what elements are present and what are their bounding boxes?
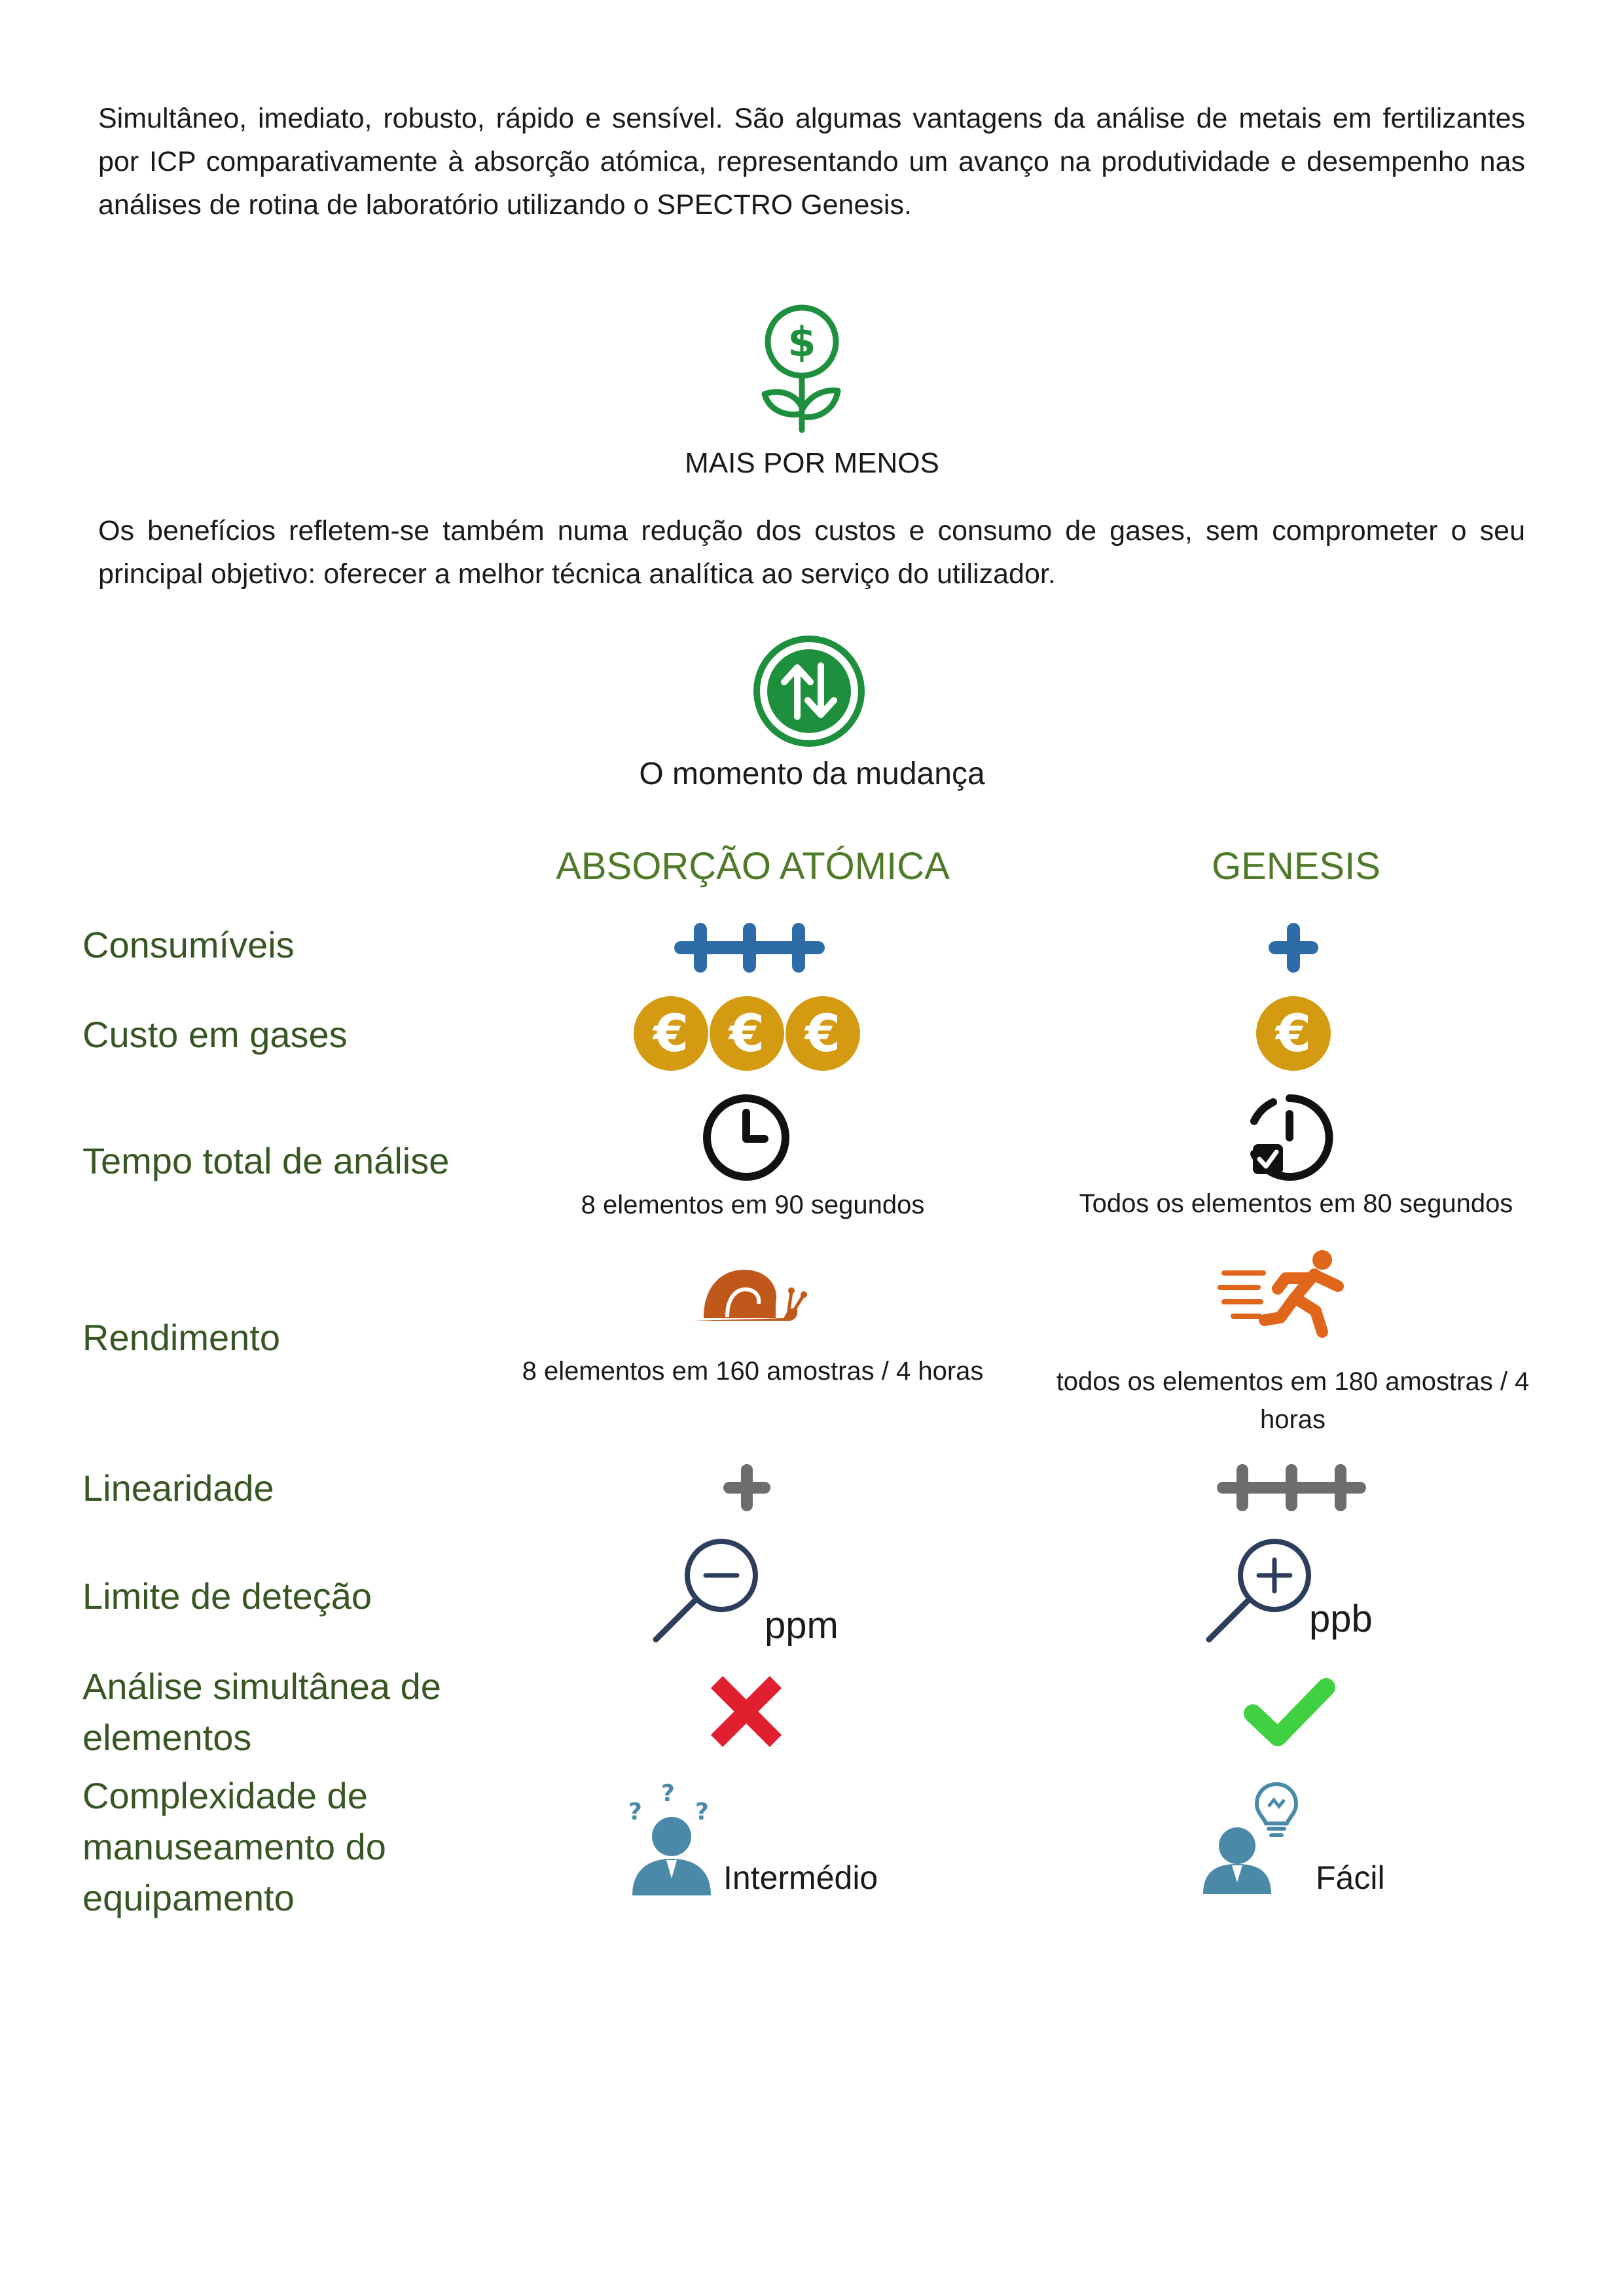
svg-text:€: €	[804, 1005, 841, 1064]
genesis-custo-euro-icon	[1255, 995, 1332, 1072]
aa-snail-icon	[691, 1258, 808, 1330]
svg-text:$: $	[787, 318, 816, 366]
aa-complexidade-level: Intermédio	[723, 1859, 878, 1896]
svg-text:?: ?	[661, 1780, 675, 1807]
aa-rendimento-caption: 8 elementos em 160 amostras / 4 horas	[522, 1357, 984, 1386]
row-label-tempo: Tempo total de análise	[82, 1140, 450, 1181]
column-heading-genesis: GENESIS	[1212, 845, 1380, 888]
genesis-runner-icon	[1218, 1247, 1348, 1338]
svg-text:€: €	[653, 1005, 689, 1064]
genesis-limite-unit: ppb	[1309, 1598, 1373, 1640]
aa-consumiveis-plus-icons	[674, 923, 825, 973]
aa-custo-euro-icons	[632, 995, 861, 1072]
aa-limite-unit: ppm	[765, 1604, 839, 1647]
genesis-idea-person-icon	[1203, 1779, 1314, 1897]
genesis-complexidade-level: Fácil	[1316, 1859, 1385, 1896]
svg-text:?: ?	[695, 1799, 709, 1825]
genesis-consumiveis-plus-icon	[1269, 923, 1318, 973]
genesis-linearidade-plus-icons	[1216, 1463, 1367, 1512]
aa-magnifier-minus-icon	[648, 1535, 766, 1646]
intro-paragraph: Simultâneo, imediato, robusto, rápido e sensível. São algumas vantagens da análise de metais em fertilizantes por ICP comparativamente à absorção atómica, representando um avanço na produtividade e desempenho nas análises de rotina de laboratório utilizando o SPECTRO Genesis.	[98, 103, 1525, 221]
genesis-check-icon	[1244, 1676, 1335, 1748]
svg-text:€: €	[729, 1005, 765, 1064]
row-label-consumiveis: Consumíveis	[82, 924, 295, 965]
change-caption: O momento da mudança	[639, 757, 985, 791]
aa-linearidade-plus-icon	[723, 1463, 771, 1512]
row-label-complexidade: Complexidade de manuseamento do equipamento	[82, 1775, 386, 1918]
row-label-simultanea: Análise simultânea de elementos	[82, 1666, 441, 1758]
row-label-rendimento: Rendimento	[82, 1317, 280, 1358]
genesis-fast-clock-icon	[1244, 1092, 1335, 1183]
aa-cross-icon	[710, 1676, 782, 1748]
up-down-arrows-icon	[753, 635, 865, 747]
genesis-magnifier-plus-icon	[1201, 1535, 1319, 1646]
aa-tempo-caption: 8 elementos em 90 segundos	[581, 1191, 925, 1219]
column-heading-aa: ABSORÇÃO ATÓMICA	[556, 845, 950, 888]
row-label-custo-gases: Custo em gases	[82, 1014, 348, 1055]
row-label-linearidade: Linearidade	[82, 1467, 274, 1509]
row-label-limite: Limite de deteção	[82, 1575, 372, 1617]
genesis-rendimento-caption: todos os elementos em 180 amostras / 4 horas	[1056, 1367, 1530, 1434]
svg-text:?: ?	[628, 1799, 642, 1825]
money-plant-icon	[753, 302, 851, 433]
money-caption: MAIS POR MENOS	[685, 447, 939, 479]
aa-clock-icon	[700, 1092, 792, 1183]
genesis-tempo-caption: Todos os elementos em 80 segundos	[1079, 1189, 1513, 1218]
svg-text:€: €	[1275, 1005, 1312, 1064]
aa-confused-person-icon	[627, 1780, 716, 1898]
benefits-paragraph: Os benefícios refletem-se também numa redução dos custos e consumo de gases, sem comprometer o seu principal objetivo: oferecer a melhor técnica analítica ao serviço do utilizador.	[98, 515, 1525, 590]
